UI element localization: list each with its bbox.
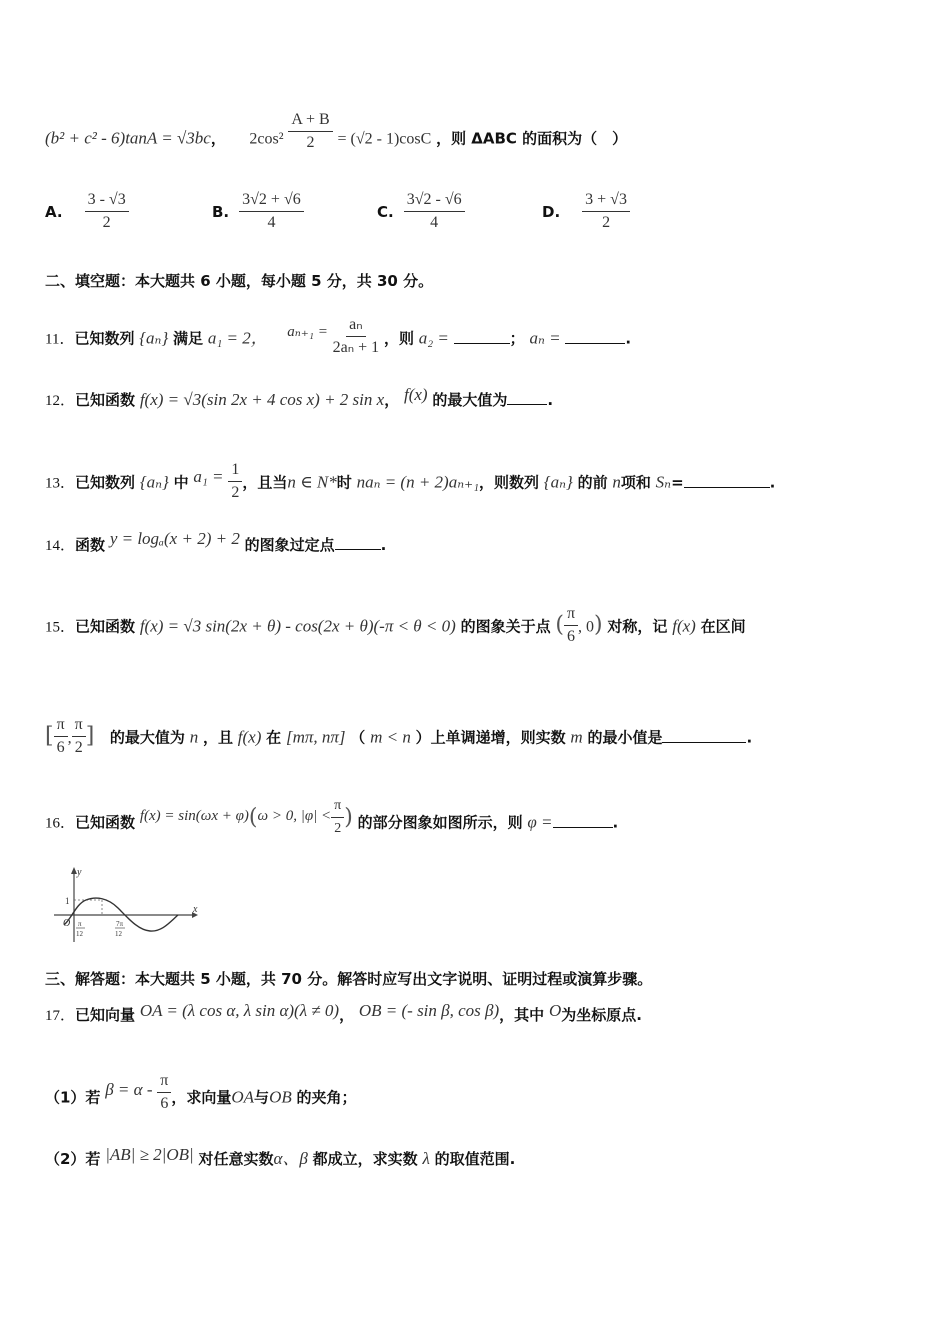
question-text: . — [625, 329, 632, 348]
question-11 — [45, 318, 910, 361]
question-text: . — [547, 391, 554, 409]
math-expression: aₙ = — [529, 328, 561, 348]
question-text: 在 — [266, 728, 282, 747]
left-bracket: [ — [45, 723, 54, 749]
question-text: 项和 — [620, 473, 651, 492]
answer-blank[interactable] — [662, 728, 746, 743]
fraction-numerator: 3 - √3 — [85, 190, 129, 212]
option-fraction — [239, 190, 304, 233]
fraction-numerator: π — [157, 1071, 171, 1093]
q10-fraction — [288, 110, 332, 153]
math-expression: naₙ = (n + 2)aₙ₊₁ — [356, 472, 479, 492]
math-expression: m — [570, 727, 583, 747]
question-text: . — [746, 728, 753, 747]
question-15 — [45, 606, 910, 649]
fraction-numerator: π — [72, 715, 86, 737]
origin-label: O — [63, 918, 71, 929]
question-number: 14． — [45, 538, 76, 554]
fraction-denominator: 6 — [56, 739, 65, 756]
question-text: 已知数列 — [75, 473, 136, 492]
math-expression: a₂ = — [418, 328, 449, 348]
question-text: 的最小值是 — [587, 728, 663, 747]
q16-fraction — [331, 796, 344, 839]
question-text: 的最大值为 — [432, 391, 508, 409]
q16-sine-graph — [52, 864, 202, 944]
tick-1-numerator: π — [78, 920, 82, 928]
y-axis-label: y — [77, 867, 82, 878]
math-expression: OA = (λ cos α, λ sin α)(λ ≠ 0) — [139, 1001, 340, 1020]
right-paren: ) — [594, 612, 603, 638]
math-expression: {aₙ} — [543, 472, 573, 492]
math-expression: f(x) — [672, 616, 696, 636]
right-bracket: ] — [85, 723, 95, 749]
question-17-part-2 — [45, 1145, 910, 1169]
fraction-numerator: 3√2 - √6 — [404, 190, 465, 212]
question-text: ，且当 — [242, 473, 288, 492]
math-expression: aₙ₊₁ = — [287, 323, 328, 340]
option-label: B. — [212, 202, 230, 221]
math-expression: , 0 — [578, 618, 595, 636]
fraction-denominator: 2 — [231, 484, 240, 501]
math-expression: n ∈ N* — [287, 472, 337, 492]
tick-2-numerator: 7π — [116, 920, 124, 928]
math-expression: f(x) = sin(ωx + φ) — [139, 807, 249, 824]
math-expression: β = α - — [105, 1079, 153, 1099]
interval-start-fraction — [54, 715, 68, 758]
q10-condition-1: (b² + c² - 6)tanA = √3bc — [45, 128, 211, 148]
math-expression: f(x) = √3 sin(2x + θ) - cos(2x + θ)(-π < θ < 0) — [139, 616, 456, 636]
question-text: ，则 — [383, 329, 414, 348]
q10-stem — [45, 111, 910, 161]
question-text: 都成立，求实数 — [312, 1150, 418, 1168]
answer-blank-2[interactable] — [565, 329, 625, 344]
math-expression: {aₙ} — [139, 472, 169, 492]
question-text: ，且 — [202, 728, 233, 747]
question-text: ）上单调递增，则实数 — [415, 728, 566, 747]
question-text: 的最大值为 — [109, 728, 185, 747]
question-text: 的图象关于点 — [460, 617, 551, 636]
fraction-denominator: 4 — [267, 214, 276, 231]
y-tick-label: 1 — [65, 896, 70, 906]
q15-point-fraction — [564, 604, 578, 647]
fraction-denominator: 6 — [567, 628, 575, 645]
question-text: . — [769, 473, 776, 492]
question-text: = — [671, 473, 684, 492]
question-text: ； — [509, 329, 525, 348]
math-expression: n — [189, 727, 199, 747]
question-text: 的图象过定点 — [244, 536, 335, 554]
question-text: 已知数列 — [74, 329, 135, 348]
fraction-denominator: 6 — [160, 1095, 169, 1112]
q10-condition-2-rhs: = (√2 - 1)cosC — [337, 130, 432, 148]
math-expression: α、β — [273, 1149, 308, 1168]
question-14 — [45, 529, 910, 556]
question-text: 时 — [336, 473, 352, 492]
question-text: 的取值范围. — [434, 1150, 516, 1168]
math-expression: a₁ = 2， — [207, 328, 268, 348]
separator: ， — [339, 1006, 355, 1024]
answer-blank[interactable] — [335, 535, 381, 550]
question-text: . — [380, 536, 387, 554]
question-16 — [45, 798, 910, 845]
fraction-denominator: 2 — [74, 739, 83, 756]
question-number: 15． — [45, 619, 76, 636]
option-fraction — [582, 190, 630, 233]
math-expression: f(x) — [404, 385, 428, 404]
tick-2-denominator: 12 — [115, 930, 122, 938]
part-1-fraction — [157, 1071, 171, 1114]
math-expression: OB = (- sin β, cos β) — [358, 1001, 500, 1020]
question-number: 12． — [45, 393, 76, 409]
fraction-numerator: 1 — [228, 460, 242, 482]
math-expression: O — [548, 1001, 562, 1020]
question-number: 16． — [45, 815, 76, 832]
q10-option-d[interactable] — [542, 190, 630, 233]
right-paren: ) — [344, 804, 353, 830]
math-expression: OB — [269, 1087, 292, 1107]
question-text: ，则数列 — [479, 473, 540, 492]
fraction-denominator: 2 — [306, 134, 315, 151]
question-text: 中 — [173, 473, 189, 492]
math-expression: {aₙ} — [139, 328, 169, 348]
question-number: 17． — [45, 1008, 76, 1024]
part-label: （1）若 — [45, 1088, 101, 1107]
fraction-denominator: 2 — [602, 214, 611, 231]
question-text: 对称，记 — [607, 617, 668, 636]
math-expression: m < n — [370, 727, 411, 747]
fraction-denominator: 2 — [334, 821, 342, 836]
math-expression: y = logₐ(x + 2) + 2 — [109, 529, 240, 548]
math-expression: n — [612, 472, 621, 492]
math-expression: a₁ = — [193, 466, 224, 486]
math-expression: ω > 0, |φ| < — [257, 807, 332, 824]
answer-blank[interactable] — [684, 473, 770, 488]
question-text: 在区间 — [700, 617, 746, 636]
option-label: A. — [45, 202, 63, 221]
question-17-part-1 — [45, 1072, 910, 1120]
q10-option-b[interactable] — [212, 190, 304, 233]
question-text: ，其中 — [499, 1006, 545, 1024]
question-17 — [45, 1001, 910, 1026]
q13-fraction — [228, 460, 242, 503]
question-13 — [45, 462, 910, 505]
option-label: C. — [377, 202, 394, 221]
question-text: ，求向量 — [171, 1088, 232, 1107]
question-text: 已知函数 — [75, 391, 136, 409]
math-expression: OA — [231, 1087, 255, 1107]
question-15-continued — [45, 717, 910, 760]
option-fraction — [404, 190, 465, 233]
q10-option-c[interactable] — [377, 190, 465, 233]
question-text: 与 — [254, 1088, 270, 1107]
interval-end-fraction — [72, 715, 86, 758]
question-text: 已知函数 — [75, 617, 136, 636]
fraction-numerator: A + B — [288, 110, 332, 132]
tick-1-denominator: 12 — [76, 930, 83, 938]
question-text: 对任意实数 — [198, 1150, 274, 1168]
math-expression: f(x) — [237, 727, 262, 747]
question-text: （ — [350, 728, 366, 747]
left-paren: ( — [248, 804, 258, 830]
fraction-numerator: π — [331, 796, 344, 818]
part-label: （2）若 — [45, 1150, 101, 1168]
separator: ， — [384, 391, 400, 409]
q10-condition-2-lhs: 2cos² — [249, 130, 284, 148]
math-expression: |AB| ≥ 2|OB| — [105, 1145, 194, 1164]
question-text: . — [612, 813, 619, 832]
question-text: 已知向量 — [75, 1006, 136, 1024]
separator: ， — [210, 129, 226, 148]
question-text: 为坐标原点. — [561, 1006, 642, 1024]
fraction-numerator: π — [564, 604, 578, 626]
fraction-numerator: π — [54, 715, 68, 737]
question-text: 的前 — [577, 473, 608, 492]
option-fraction — [85, 190, 129, 233]
math-expression: [mπ, nπ] — [285, 727, 346, 747]
question-text: 满足 — [173, 329, 204, 348]
question-text: 函数 — [75, 536, 106, 554]
question-text: 已知函数 — [75, 813, 136, 832]
question-number: 11． — [45, 331, 75, 348]
q11-fraction — [333, 315, 380, 358]
question-number: 13． — [45, 475, 76, 492]
question-text: 的部分图象如图所示，则 — [357, 813, 523, 832]
math-expression: Sₙ — [655, 472, 672, 492]
option-label: D. — [542, 202, 561, 221]
section-2-heading: 二、填空题：本大题共 6 小题，每小题 5 分，共 30 分。 — [45, 272, 434, 290]
fraction-denominator: 2aₙ + 1 — [332, 339, 380, 356]
comma: , — [67, 729, 72, 747]
answer-blank[interactable] — [507, 390, 547, 405]
math-expression: λ — [422, 1149, 430, 1168]
q10-option-a[interactable] — [45, 190, 129, 233]
math-expression: f(x) = √3(sin 2x + 4 cos x) + 2 sin x — [139, 390, 385, 409]
fraction-numerator: 3 + √3 — [582, 190, 630, 212]
fraction-denominator: 2 — [102, 214, 111, 231]
answer-blank[interactable] — [553, 813, 613, 828]
fraction-denominator: 4 — [430, 214, 439, 231]
section-3-heading: 三、解答题：本大题共 5 小题，共 70 分。解答时应写出文字说明、证明过程或演算步骤。 — [45, 970, 653, 988]
fraction-numerator: aₙ — [346, 315, 365, 337]
x-axis-label: x — [193, 904, 198, 915]
fraction-numerator: 3√2 + √6 — [239, 190, 304, 212]
math-expression: φ = — [527, 812, 553, 832]
answer-blank-1[interactable] — [454, 329, 510, 344]
q10-question-text: ，则 ΔABC 的面积为（ ） — [436, 129, 628, 148]
question-text: 的夹角； — [296, 1088, 357, 1107]
left-paren: ( — [555, 612, 564, 638]
question-12 — [45, 385, 910, 411]
